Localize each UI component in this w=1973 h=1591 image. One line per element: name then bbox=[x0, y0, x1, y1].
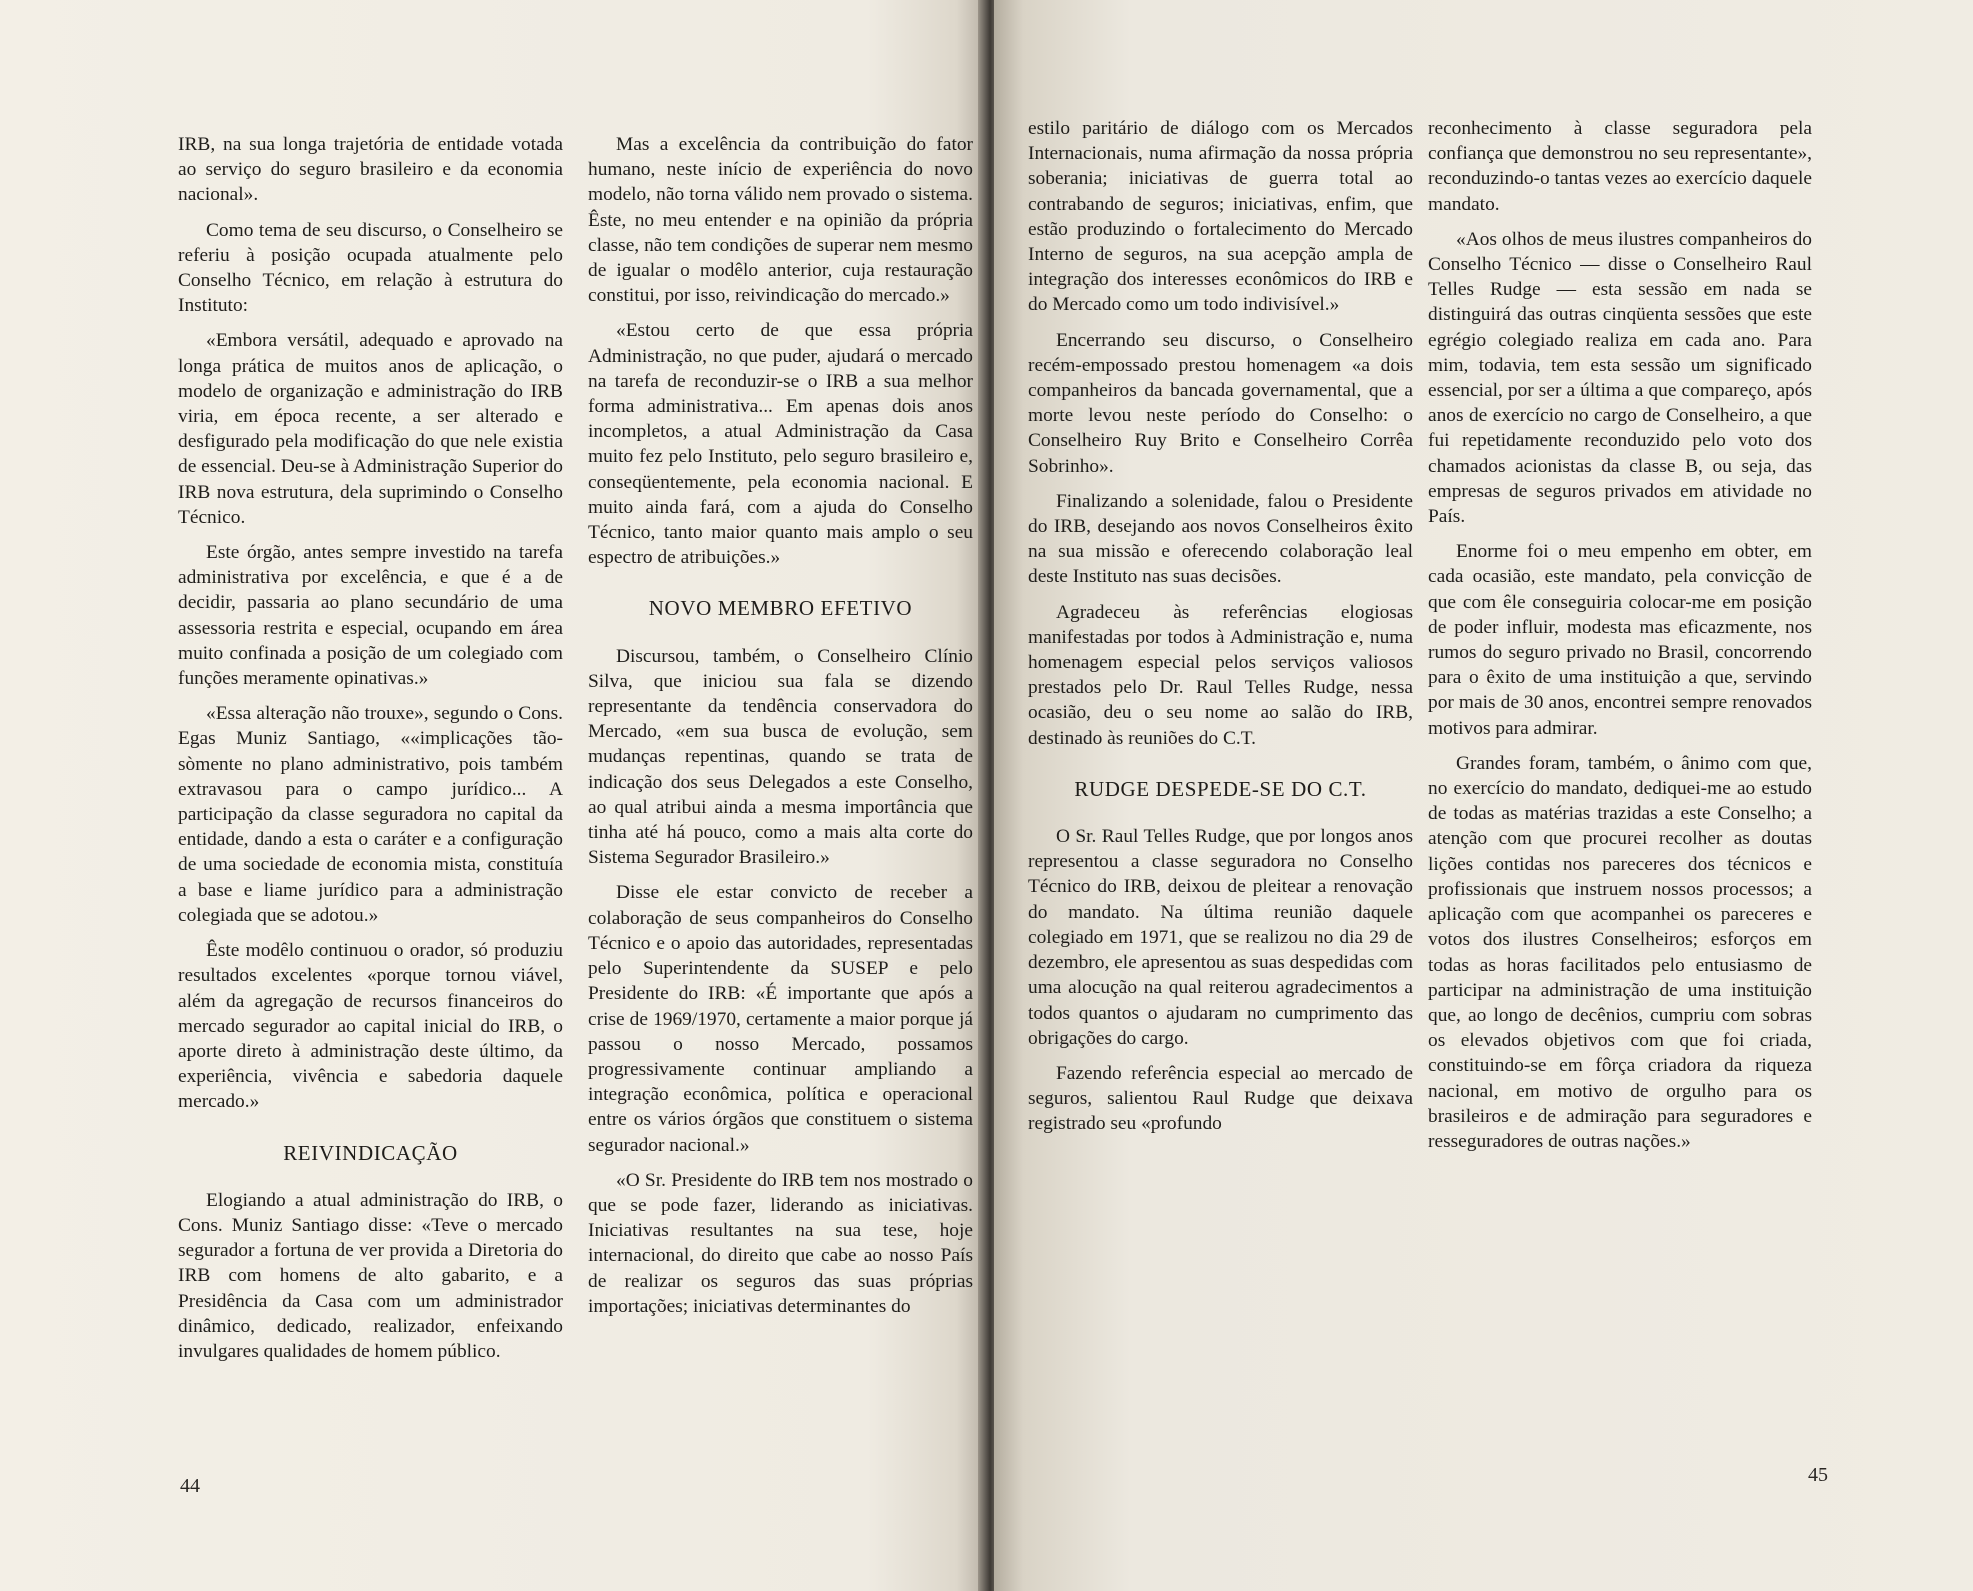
right-page-column-2 bbox=[1428, 116, 1812, 1164]
paragraph: «O Sr. Presidente do IRB tem nos mostrado o que se pode fazer, liderando as iniciativas. Iniciativas resultantes na sua tese, hoje internacional, do direito que cabe ao nosso País de realizar os seguros das suas próprias importações; iniciativas determinantes do bbox=[588, 1169, 973, 1317]
page-number-left: 44 bbox=[180, 1475, 200, 1497]
left-page bbox=[0, 0, 986, 1591]
right-page-column-1 bbox=[1028, 116, 1413, 1147]
paragraph: Este órgão, antes sempre investido na tarefa administrativa por excelência, e que é a de decidir, passaria ao plano secundário de uma assessoria restrita e especial, ocupando em área muito confinada a posição de um colegiado com funções meramente opinativas.» bbox=[178, 542, 563, 690]
left-page-column-1 bbox=[178, 132, 563, 1374]
paragraph: reconhecimento à classe seguradora pela confiança que demonstrou no seu representante», reconduzindo-o tantas vezes ao exercício daquele mandato. bbox=[1428, 118, 1812, 215]
paragraph: Finalizando a solenidade, falou o Presidente do IRB, desejando aos novos Conselheiros êxito na sua missão e oferecendo colaboração leal deste Instituto nas suas decisões. bbox=[1028, 490, 1413, 588]
paragraph: IRB, na sua longa trajetória de entidade votada ao serviço do seguro brasileiro e da economia nacional». bbox=[178, 134, 563, 206]
paragraph: Êste modêlo continuou o orador, só produziu resultados excelentes «porque tornou viável, além da agregação de recursos financeiros do mercado segurador ao capital inicial do IRB, o aporte direto à administração deste último, da experiência, vivência e sabedoria daquele mercado.» bbox=[178, 940, 563, 1113]
paragraph: Enorme foi o meu empenho em obter, em cada ocasião, este mandato, pela convicção de que com êle conseguiria colocar-me em posição de poder influir, modesta mas eficazmente, nos rumos do seguro privado no Brasil, concorrendo para o êxito de uma instituição a que, servindo por mais de 30 anos, encontrei sempre renovados motivos para admirar. bbox=[1428, 541, 1812, 739]
section-heading-novo-membro-efetivo: NOVO MEMBRO EFETIVO bbox=[648, 596, 913, 621]
paragraph: «Essa alteração não trouxe», segundo o Cons. Egas Muniz Santiago, ««implicações tão-sòmente no plano administrativo, pois também extravasou para o campo jurídico... A participação da classe seguradora no capital da entidade, dando a esta o caráter e a configuração de uma sociedade de economia mista, constituía a base e liame jurídico para a administração colegiada que se adotou.» bbox=[178, 703, 563, 926]
page-number-right: 45 bbox=[1808, 1464, 1828, 1486]
paragraph: Fazendo referência especial ao mercado de seguros, salientou Raul Rudge que deixava registrado seu «profundo bbox=[1028, 1062, 1413, 1135]
paragraph: «Embora versátil, adequado e aprovado na longa prática de muitos anos de aplicação, o modelo de organização e administração do IRB viria, em época recente, a ser alterado e desfigurado pela modificação do que nele existia de essencial. Deu-se à Administração Superior do IRB nova estrutura, dela suprimindo o Conselho Técnico. bbox=[178, 330, 564, 528]
paragraph: O Sr. Raul Telles Rudge, que por longos anos representou a classe seguradora no Conselho Técnico do IRB, deixou de pleitear a renovação do mandato. Na última reunião daquele colegiado em 1971, que se realizou no dia 29 de dezembro, ele apresentou as suas despedidas com uma alocução na qual reiterou agradecimentos a todos quantos o ajudaram no cumprimento das obrigações do cargo. bbox=[1028, 826, 1413, 1049]
section-heading-reivindicacao: REIVINDICAÇÃO bbox=[283, 1140, 458, 1165]
paragraph: Discursou, também, o Conselheiro Clínio Silva, que iniciou sua fala se dizendo representante da tendência conservadora do Mercado, «em sua busca de evolução, sem mudanças repentinas, quando se trata de indicação dos seus Delegados a este Conselho, ao qual atribui ainda a mesma importância que tinha até há pouco, como a mais alta corte do Sistema Segurador Brasileiro.» bbox=[588, 645, 973, 869]
paragraph: Disse ele estar convicto de receber a colaboração de seus companheiros do Conselho Técnico e o apoio das autoridades, representadas pelo Superintendente da SUSEP e pelo Presidente do IRB: «É importante que após a crise de 1969/1970, certamente a maior porque já passou o nosso Mercado, possamos progressivamente continuar ampliando a integração econômica, política e operacional entre os vários órgãos que constituem o sistema segurador nacional.» bbox=[588, 882, 973, 1156]
paragraph: Como tema de seu discurso, o Conselheiro se referiu à posição ocupada atualmente pelo Conselho Técnico, em relação à estrutura do Instituto: bbox=[178, 219, 563, 317]
paragraph: Elogiando a atual administração do IRB, o Cons. Muniz Santiago disse: «Teve o mercado segurador a fortuna de ver provida a Diretoria do IRB com homens de alto gabarito, e a Presidência da Casa com um administrador dinâmico, dedicado, realizador, enfeixando invulgares qualidades de homem público. bbox=[178, 1189, 563, 1362]
left-page-column-2 bbox=[588, 132, 973, 1329]
paragraph: Grandes foram, também, o ânimo com que, no exercício do mandato, dediquei-me ao estudo de todas as matérias trazidas a este Conselho; a atenção com que procurei recolher as doutas lições contidas nos pareceres dos técnicos e profissionais que instruem nossos processos; a aplicação com que acompanhei os pareceres e votos dos ilustres Conselheiros; esforços em todas as horas facilitados pelo entusiasmo de participar na administração de uma instituição que, ao longo de decênios, cumpriu com sobras os elevados objetivos com que foi criada, constituindo-se em fôrça criadora da riqueza nacional, em motivo de orgulho para os brasileiros e de admiração para seguradores e resseguradores de outras nações.» bbox=[1428, 752, 1812, 1152]
paragraph: «Estou certo de que essa própria Administração, no que puder, ajudará o mercado na tarefa de reconduzir-se o IRB a sua melhor forma administrativa... Em apenas dois anos incompletos, a atual Administração da Casa muito fez pelo Instituto, pelo seguro brasileiro e, conseqüentemente, pela economia nacional. E muito ainda fará, com a ajuda do Conselho Técnico, tanto maior quanto mais amplo o seu espectro de atribuições.» bbox=[588, 320, 973, 569]
paragraph: Agradeceu às referências elogiosas manifestadas por todos à Administração e, numa homenagem especial pelos serviços valiosos prestados pelo Dr. Raul Telles Rudge, nessa ocasião, deu o seu nome ao salão do IRB, destinado às reuniões do C.T. bbox=[1028, 601, 1413, 749]
paragraph: estilo paritário de diálogo com os Mercados Internacionais, numa afirmação da nossa própria soberania; iniciativas de guerra total ao contrabando de seguros; iniciativas, enfim, que estão produzindo o fortalecimento do Mercado Interno de seguros, na sua acepção ampla de integração dos interesses econômicos do IRB e do Mercado como um todo indivisível.» bbox=[1028, 118, 1413, 316]
section-heading-rudge-despede-se: RUDGE DESPEDE-SE DO C.T. bbox=[1074, 776, 1367, 801]
paragraph: «Aos olhos de meus ilustres companheiros do Conselho Técnico — disse o Conselheiro Raul Telles Rudge — esta sessão em nada se distinguirá das outras cinqüenta sessões que este egrégio colegiado realiza em cada ano. Para mim, todavia, tem esta sessão um significado essencial, por ser a última a que compareço, após anos de exercício no cargo de Conselheiro, a que fui repetidamente reconduzido pelo voto dos chamados acionistas da classe B, ou seja, das empresas de seguros privados em atividade no País. bbox=[1428, 228, 1812, 528]
paragraph: Mas a excelência da contribuição do fator humano, neste início de experiência do novo modelo, não torna válido nem provado o sistema. Êste, no meu entender e na opinião da própria classe, não tem condições de superar nem mesmo de igualar o modêlo anterior, cuja restauração constitui, por isso, reivindicação do mercado.» bbox=[588, 134, 973, 307]
paragraph: Encerrando seu discurso, o Conselheiro recém-empossado prestou homenagem «a dois companheiros da bancada governamental, que a morte levou neste período do Conselho: o Conselheiro Ruy Brito e Conselheiro Corrêa Sobrinho». bbox=[1028, 329, 1413, 477]
